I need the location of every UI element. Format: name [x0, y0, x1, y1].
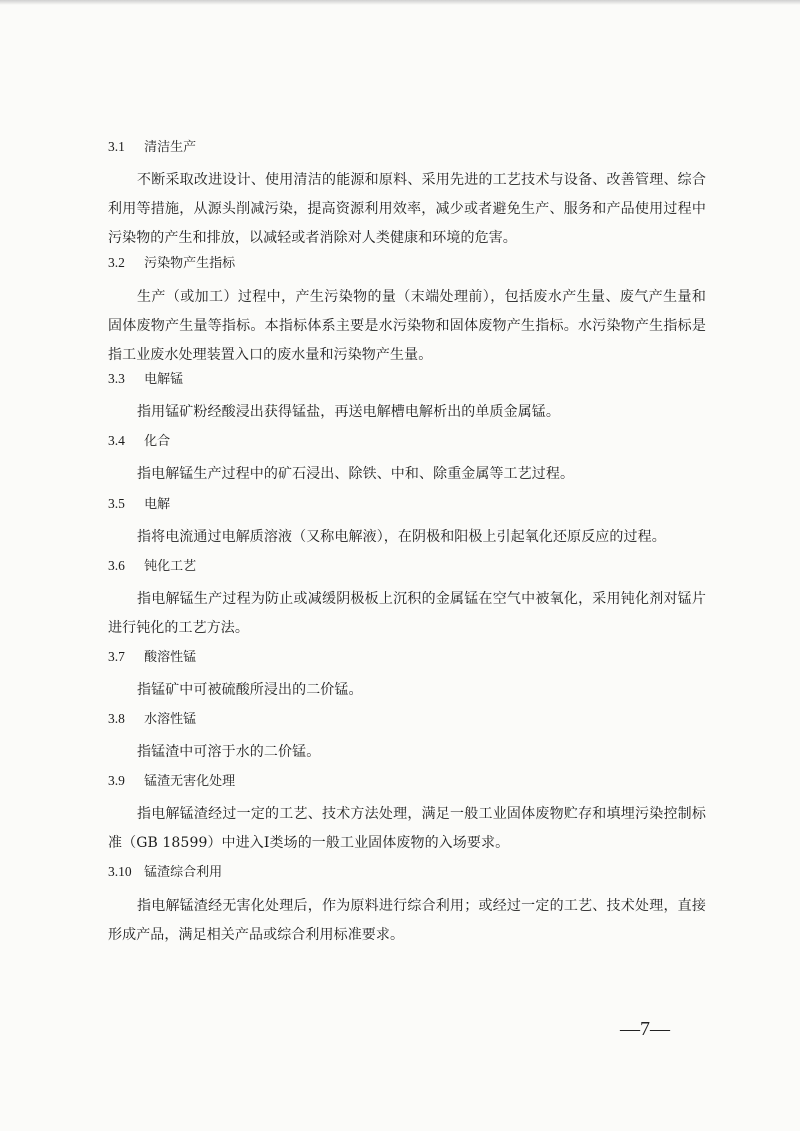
section-title: 电解: [144, 497, 171, 512]
section-heading-3-6: [108, 556, 196, 577]
section-title: 化合: [144, 434, 171, 449]
section-body-3-7: 指锰矿中可被硫酸所浸出的二价锰。: [137, 682, 363, 698]
section-title: 钝化工艺: [144, 559, 197, 574]
section-title: 清洁生产: [144, 140, 197, 155]
section-heading-3-2: [108, 253, 235, 274]
section-number: 3.2: [108, 255, 125, 270]
section-number: 3.4: [108, 433, 125, 448]
section-number: 3.6: [108, 558, 125, 573]
section-heading-3-7: [108, 647, 196, 668]
section-body-3-6: 指电解锰生产过程为防止或减缓阴极板上沉积的金属锰在空气中被氧化，采用钝化剂对锰片进行钝化的工艺方法。: [108, 591, 706, 636]
section-body-3-3: 指用锰矿粉经酸浸出获得锰盐，再送电解槽电解析出的单质金属锰。: [137, 404, 560, 420]
scan-edge: [0, 0, 800, 5]
section-body-3-4: 指电解锰生产过程中的矿石浸出、除铁、中和、除重金属等工艺过程。: [137, 466, 575, 482]
section-heading-3-8: [108, 709, 196, 730]
section-number: 3.5: [108, 496, 125, 511]
section-body-3-8: 指锰渣中可溶于水的二价锰。: [137, 744, 321, 760]
page-number: —7—: [620, 1018, 670, 1040]
section-body-3-10: 指电解锰渣经无害化处理后，作为原料进行综合利用；或经过一定的工艺、技术处理，直接形成产品，满足相关产品或综合利用标准要求。: [108, 898, 706, 943]
section-number: 3.7: [108, 649, 125, 664]
section-number: 3.8: [108, 711, 125, 726]
section-body-3-9: 指电解锰渣经过一定的工艺、技术方法处理，满足一般工业固体废物贮存和填埋污染控制标准（GB 18599）中进入Ⅰ类场的一般工业固体废物的入场要求。: [108, 806, 706, 851]
section-heading-3-5: [108, 494, 170, 515]
section-body-3-2: 生产（或加工）过程中，产生污染物的量（末端处理前），包括废水产生量、废气产生量和固体废物产生量等指标。本指标体系主要是水污染物和固体废物产生指标。水污染物产生指标是指工业废水处理装置入口的废水量和污染物产生量。: [108, 289, 706, 363]
section-title: 锰渣综合利用: [144, 865, 223, 880]
section-heading-3-3: [108, 369, 183, 390]
section-title: 污染物产生指标: [144, 256, 236, 271]
section-title: 电解锰: [144, 372, 184, 387]
section-number: 3.9: [108, 773, 125, 788]
section-number: 3.1: [108, 139, 125, 154]
section-number: 3.10: [108, 864, 132, 879]
section-title: 水溶性锰: [144, 712, 197, 727]
section-title: 酸溶性锰: [144, 650, 197, 665]
section-heading-3-1: [108, 137, 196, 158]
section-number: 3.3: [108, 371, 125, 386]
section-body-3-5: 指将电流通过电解质溶液（又称电解液），在阴极和阳极上引起氧化还原反应的过程。: [137, 529, 666, 545]
section-heading-3-4: [108, 431, 170, 452]
section-title: 锰渣无害化处理: [144, 774, 236, 789]
section-heading-3-10: [108, 862, 222, 883]
section-body-3-1: 不断采取改进设计、使用清洁的能源和原料、采用先进的工艺技术与设备、改善管理、综合利用等措施，从源头削减污染，提高资源利用效率，减少或者避免生产、服务和产品使用过程中污染物的产生和排放，以减轻或者消除对人类健康和环境的危害。: [108, 172, 706, 246]
section-heading-3-9: [108, 771, 235, 792]
